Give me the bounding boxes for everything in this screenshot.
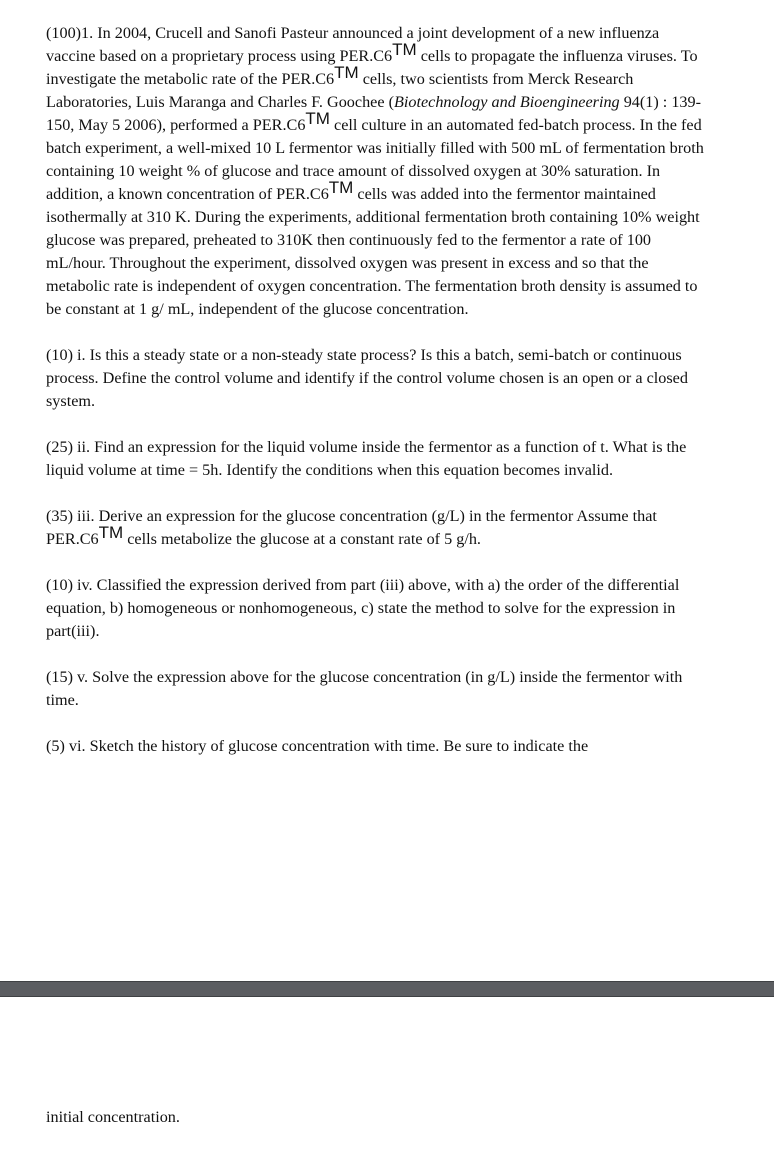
page-lower — [46, 1106, 180, 1129]
intro-text-2: cells to propagate the influenza viruses. To investigate the metabolic rate of the PER.C6 — [46, 47, 698, 88]
intro-text-5: cell culture in an automated fed-batch process. In the fed batch experiment, a well-mixed 10 L fermentor was initially filled with 500 mL of fermentation broth containing 10 weight % of glucose and trace amount of dissolved oxygen at 30% saturation. In addition, a known concentration of PER.C6 — [46, 116, 704, 203]
intro-text-1: In 2004, Crucell and Sanofi Pasteur announced a joint development of a new influenza vaccine based on a proprietary process using PER.C6 — [46, 24, 660, 65]
part-vi: (5) vi. Sketch the history of glucose concentration with time. Be sure to indicate the — [46, 737, 589, 755]
part-v: (15) v. Solve the expression above for the glucose concentration (in g/L) inside the fermentor with time. — [46, 668, 683, 709]
trademark-mark: TM — [392, 40, 417, 59]
page-break-divider — [0, 981, 774, 997]
journal-title: Biotechnology and Bioengineering — [393, 93, 620, 111]
part-iii-text-a: (35) iii. Derive an expression for the glucose concentration (g/L) in the fermentor Assume that PER.C6 — [46, 507, 657, 548]
part-iii-text-b: cells metabolize the glucose at a constant rate of 5 g/h. — [123, 530, 481, 548]
trademark-mark: TM — [305, 109, 330, 128]
page-upper — [46, 22, 706, 758]
trademark-mark: TM — [334, 63, 359, 82]
trademark-mark: TM — [98, 523, 124, 542]
intro-text-6: cells was added into the fermentor maintained isothermally at 310 K. During the experiments, additional fermentation broth containing 10% weight glucose was prepared, preheated to 310K then continuously fed to the fermentor a rate of 100 mL/hour. Throughout the experiment, dissolved oxygen was present in excess and so that the metabolic rate is independent of oxygen concentration. The fermentation broth density is assumed to be constant at 1 g/ mL, independent of the glucose concentration. — [46, 185, 700, 318]
continuation-text: initial concentration. — [46, 1108, 180, 1126]
trademark-mark: TM — [328, 178, 354, 197]
problem-points: (100)1. — [46, 24, 94, 42]
intro-text-3: cells, two scientists from Merck Research Laboratories, Luis Maranga and Charles F. Goochee ( — [46, 70, 634, 111]
part-iii — [46, 505, 706, 551]
intro-text-4: 94(1) : 139-150, May 5 2006), performed a PER.C6 — [46, 93, 702, 134]
part-ii: (25) ii. Find an expression for the liquid volume inside the fermentor as a function of t. What is the liquid volume at time = 5h. Identify the conditions when this equation becomes invalid. — [46, 438, 687, 479]
part-i: (10) i. Is this a steady state or a non-steady state process? Is this a batch, semi-batch or continuous process. Define the control volume and identify if the control volume chosen is an open or a closed system. — [46, 346, 688, 410]
problem-statement — [46, 22, 706, 321]
part-iv: (10) iv. Classified the expression derived from part (iii) above, with a) the order of the differential equation, b) homogeneous or nonhomogeneous, c) state the method to solve for the expression in part(iii). — [46, 576, 680, 640]
